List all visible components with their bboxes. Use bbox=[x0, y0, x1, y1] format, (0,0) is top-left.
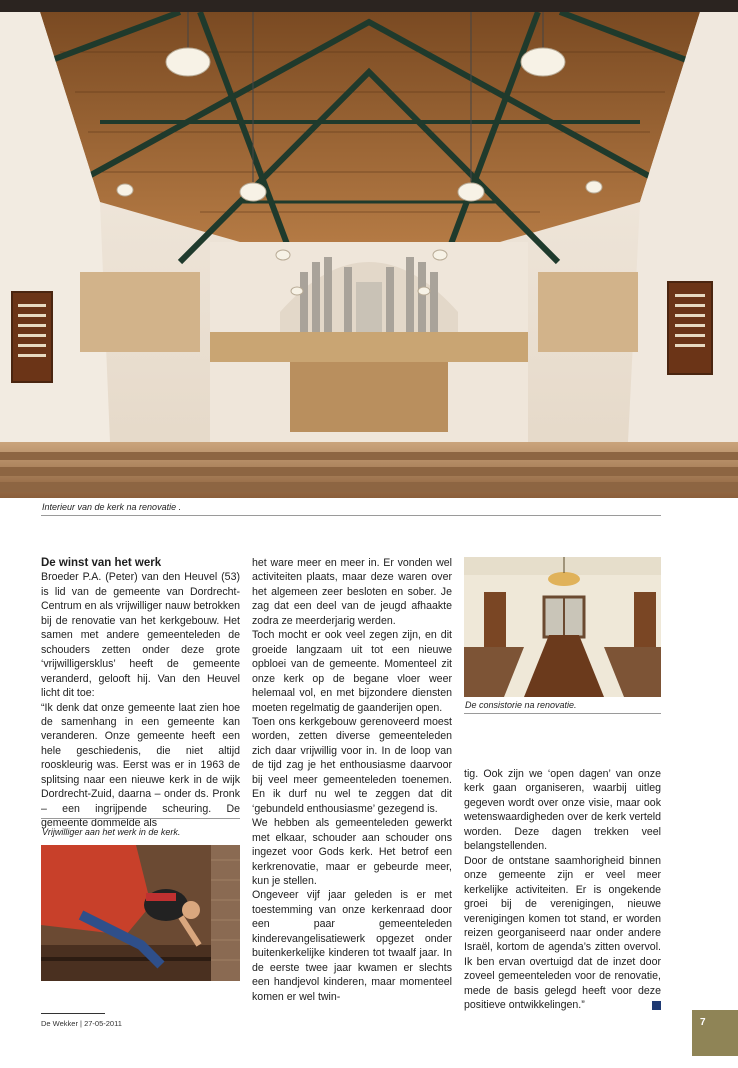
paragraph: We hebben als gemeenteleden gewerkt met elkaar, schouder aan schouder ons ingezet voor Gods kerk. Het betrof een kerkrenovatie, maar er gebeurde meer, kun je stellen. bbox=[252, 817, 452, 887]
paragraph: Ongeveer vijf jaar geleden is er met toestemming van onze kerkenraad door een paar gemeenteleden kinderevangelisatiewerk opgezet onder buitenkerkelijke kinderen tot twaalf jaar. In de eerste twee jaar kwamen er slechts een handjevol kinderen, maar momenteel komen er wel twin- bbox=[252, 889, 452, 1003]
paragraph: Broeder P.A. (Peter) van den Heuvel (53) is lid van de gemeente van Dordrecht-Centrum en als vrijwilliger nauw betrokken bij de renovatie van het kerkgebouw. Het samen met andere gemeenteleden de schouders zetten onder deze grote ‘vrijwilligersklus’ heeft de gemeente veranderd, gelooft hij. Van den Heuvel licht dit toe: bbox=[41, 571, 240, 700]
article-column-3 bbox=[464, 767, 661, 1013]
volunteer-photo bbox=[41, 845, 240, 981]
footer-rule bbox=[41, 1013, 105, 1014]
end-of-article-icon bbox=[652, 1001, 661, 1010]
article-column-2 bbox=[252, 556, 452, 1004]
page-number: 7 bbox=[700, 1017, 706, 1028]
caption-rule bbox=[41, 818, 240, 819]
article-column-1 bbox=[41, 556, 240, 831]
consistory-caption: De consistorie na renovatie. bbox=[465, 700, 577, 710]
footer-source: De Wekker | 27-05-2011 bbox=[41, 1019, 122, 1028]
paragraph: tig. Ook zijn we ‘open dagen’ van onze kerk gaan organiseren, waarbij uitleg gegeven wordt over onze visie, maar ook wetenswaardigheden over de kerk verteld worden. Deze dagen trekken veel belangstellenden. bbox=[464, 768, 661, 853]
top-border bbox=[0, 0, 738, 12]
caption-rule bbox=[464, 713, 661, 714]
church-interior-photo bbox=[0, 12, 738, 498]
volunteer-caption: Vrijwilliger aan het werk in de kerk. bbox=[42, 827, 181, 837]
paragraph: Door de ontstane saamhorigheid binnen onze gemeente zijn er veel meer kerkelijke activiteiten. Er is ongekende groei bij de verenigingen, nieuwe verenigingen komen tot stand, er worden reizen georganiseerd naar onder andere Israël, kortom de agenda’s zitten overvol. Ik ben ervan overtuigd dat de inzet door zoveel gemeenteleden voor de renovatie, mede de basis gelegd heeft voor deze positieve ontwikkelingen.” bbox=[464, 854, 661, 1012]
page-number-box bbox=[692, 1010, 738, 1056]
consistory-photo bbox=[464, 557, 661, 697]
paragraph: Toen ons kerkgebouw gerenoveerd moest worden, zetten diverse gemeenteleden zich daar vrijwillig voor in. In de loop van de tijd zag je het enthousiasme daarvoor bij veel meer gemeenteleden toenemen. En ik durf nu wel te zeggen dat dit ‘gebundeld enthousiasme’ gezegend is. bbox=[252, 715, 452, 815]
paragraph: het ware meer en meer in. Er vonden wel activiteiten plaats, maar deze waren over het algemeen zeer besloten en sober. Je zag dat een deel van de jeugd afhaakte zodra ze meerderjarig werden. bbox=[252, 557, 452, 627]
paragraph: “Ik denk dat onze gemeente laat zien hoe de samenhang in een gemeente kan veranderen. Onze gemeente heeft een hele geschiedenis, die niet altijd rooskleurig was. Eerst was er in 1963 de splitsing naar een nieuwe kerk in de wijk Dordrecht-Zuid, daarna – onder ds. Pronk – een ingrijpende scheuring. De gemeente dommelde als bbox=[41, 701, 240, 830]
caption-rule bbox=[41, 515, 661, 516]
hero-caption: Interieur van de kerk na renovatie . bbox=[42, 502, 182, 512]
article-heading: De winst van het werk bbox=[41, 557, 162, 569]
paragraph: Toch mocht er ook veel zegen zijn, en dit groeide langzaam uit tot een nieuwe opbloei van de gemeente. Momenteel zit onze kerk op de begane vloer weer helemaal vol, en met bijzondere diensten moeten regelmatig de gaanderijen open. bbox=[252, 629, 452, 714]
